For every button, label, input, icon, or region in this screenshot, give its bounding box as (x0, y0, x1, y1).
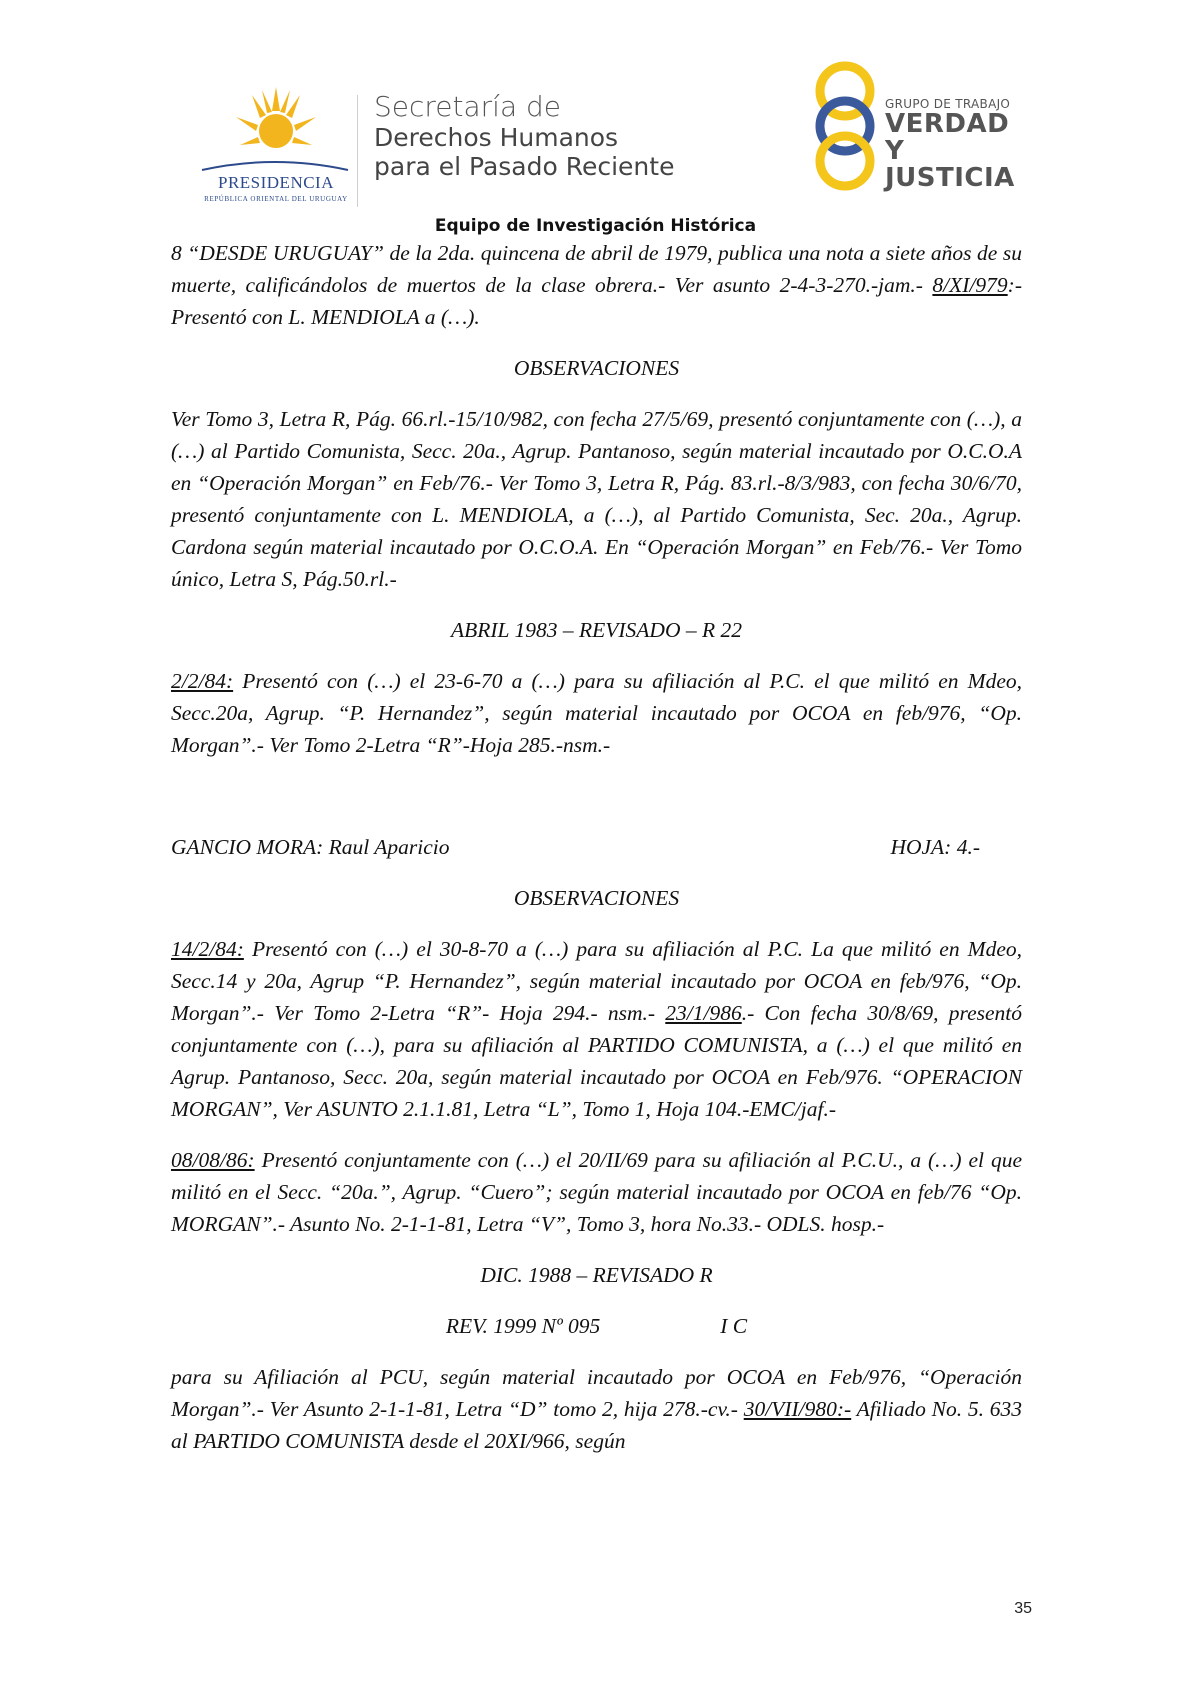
revision-heading-1983: ABRIL 1983 – REVISADO – R 22 (450, 618, 742, 642)
subject-name: GANCIO MORA: Raul Aparicio (171, 835, 450, 859)
date-underlined: 2/2/84: (171, 669, 234, 693)
paragraph-5: 08/08/86: Presentó conjuntamente con (…) el 20/II/69 para su afiliación al P.C.U., a (…) el que militó en el Secc. “20a.”, Agrup. “Cuero”; según material incautado por OCOA en feb/76 “Op. MORGAN”.- Asunto No. 2-1-1-81, Letra “V”, Tomo 3, hora No.33.- ODLS. hosp.- (171, 1148, 1022, 1236)
date-underlined: 30/VII/980:- (743, 1397, 852, 1421)
revision-heading-1988: DIC. 1988 – REVISADO R (480, 1263, 713, 1287)
paragraph-6: para su Afiliación al PCU, según material incautado por OCOA en Feb/976, “Operación Morgan”.- Ver Asunto 2-1-1-81, Letra “D” tomo 2, hija 278.-cv.- 30/VII/980:- Afiliado No. 5. 633 al PARTIDO COMUNISTA desde el 20XI/966, según (171, 1365, 1023, 1453)
paragraph-2: Ver Tomo 3, Letra R, Pág. 66.rl.-15/10/982, con fecha 27/5/69, presentó conjuntamente con (…), a (…) al Partido Comunista, Secc. 20a., Agrup. Pantanoso, según material incautado por O.C.O.A en “Operación Morgan” en Feb/76.- Ver Tomo 3, Letra R, Pág. 83.rl.-8/3/983, con fecha 30/6/70, presentó conjuntamente con L. MENDIOLA, a (…), al Partido Comunista, Sec. 20a., Agrup. Cardona según material incautado por O.C.O.A. En “Operación Morgan” en Feb/76.- Ver Tomo único, Letra S, Pág.50.rl.- (171, 407, 1022, 591)
secretaria-line-1: Secretaría de (374, 90, 562, 123)
header-separator (357, 95, 358, 207)
vj-line-3: JUSTICIA (885, 163, 1015, 193)
subject-line (171, 831, 1022, 863)
date-underlined: 23/1/986 (665, 1001, 742, 1025)
paragraph-4: 14/2/84: Presentó con (…) el 30-8-70 a (…) para su afiliación al P.C. La que militó en Mdeo, Secc.14 y 20a, Agrup “P. Hernandez”, según material incautado por OCOA en feb/976, “Op. Morgan”.- Ver Tomo 2-Letra “R”- Hoja 294.- nsm.- 23/1/986.- Con fecha 30/8/69, presentó conjuntamente con (…), para su afiliación al PARTIDO COMUNISTA, a (…) el que militó en Agrup. Pantanoso, Secc. 20a, según material incautado por OCOA en Feb/976. “OPERACION MORGAN”, Ver ASUNTO 2.1.1.81, Letra “L”, Tomo 1, Hoja 104.-EMC/jaf.- (171, 937, 1022, 1121)
presidencia-name: PRESIDENCIA (217, 173, 334, 192)
verdad-justicia-logo (805, 61, 1020, 196)
vj-line-2: VERDAD Y (885, 109, 1010, 166)
observaciones-heading-2: OBSERVACIONES (513, 886, 680, 910)
presidencia-subtitle: REPÚBLICA ORIENTAL DEL URUGUAY (204, 195, 348, 203)
date-underlined: 08/08/86: (171, 1148, 255, 1172)
sheet-number: HOJA: 4.- (890, 835, 980, 859)
secretaria-line-3: para el Pasado Reciente (374, 152, 675, 181)
paragraph-1: 8 “DESDE URUGUAY” de la 2da. quincena de abril de 1979, publica una nota a siete años de su muerte, calificándolos de muertos de la clase obrera.- Ver asunto 2-4-3-270.-jam.- 8/XI/979:- Presentó con L. MENDIOLA a (…). (171, 241, 1022, 329)
revision-line-1999 (171, 1310, 1022, 1342)
swoosh-line (200, 158, 350, 172)
revision-number: REV. 1999 Nº 095 (445, 1314, 601, 1338)
rings-logo-icon (805, 61, 885, 191)
secretaria-line-2: Derechos Humanos (374, 123, 619, 152)
page-number: 35 (1014, 1600, 1032, 1617)
verdad-justicia-text (885, 97, 1020, 192)
document-body (171, 237, 1022, 1476)
unit-title: Equipo de Investigación Histórica (434, 216, 757, 236)
observaciones-heading: OBSERVACIONES (513, 356, 680, 380)
paragraph-3: 2/2/84: Presentó con (…) el 23-6-70 a (…) para su afiliación al P.C. el que militó en Mdeo, Secc.20a, Agrup. “P. Hernandez”, según material incautado por OCOA en feb/976, “Op. Morgan”.- Ver Tomo 2-Letra “R”-Hoja 285.-nsm.- (171, 669, 1022, 757)
sun-emblem-icon (234, 85, 318, 163)
presidencia-logo (196, 85, 356, 205)
date-underlined: 8/XI/979 (932, 273, 1008, 297)
spacer (171, 780, 1022, 831)
secretaria-logo-text (374, 91, 674, 181)
date-underlined: 14/2/84: (171, 937, 244, 961)
vj-line-1: GRUPO DE TRABAJO (885, 97, 1011, 111)
document-header (0, 55, 1191, 205)
revision-code: I C (720, 1314, 748, 1338)
